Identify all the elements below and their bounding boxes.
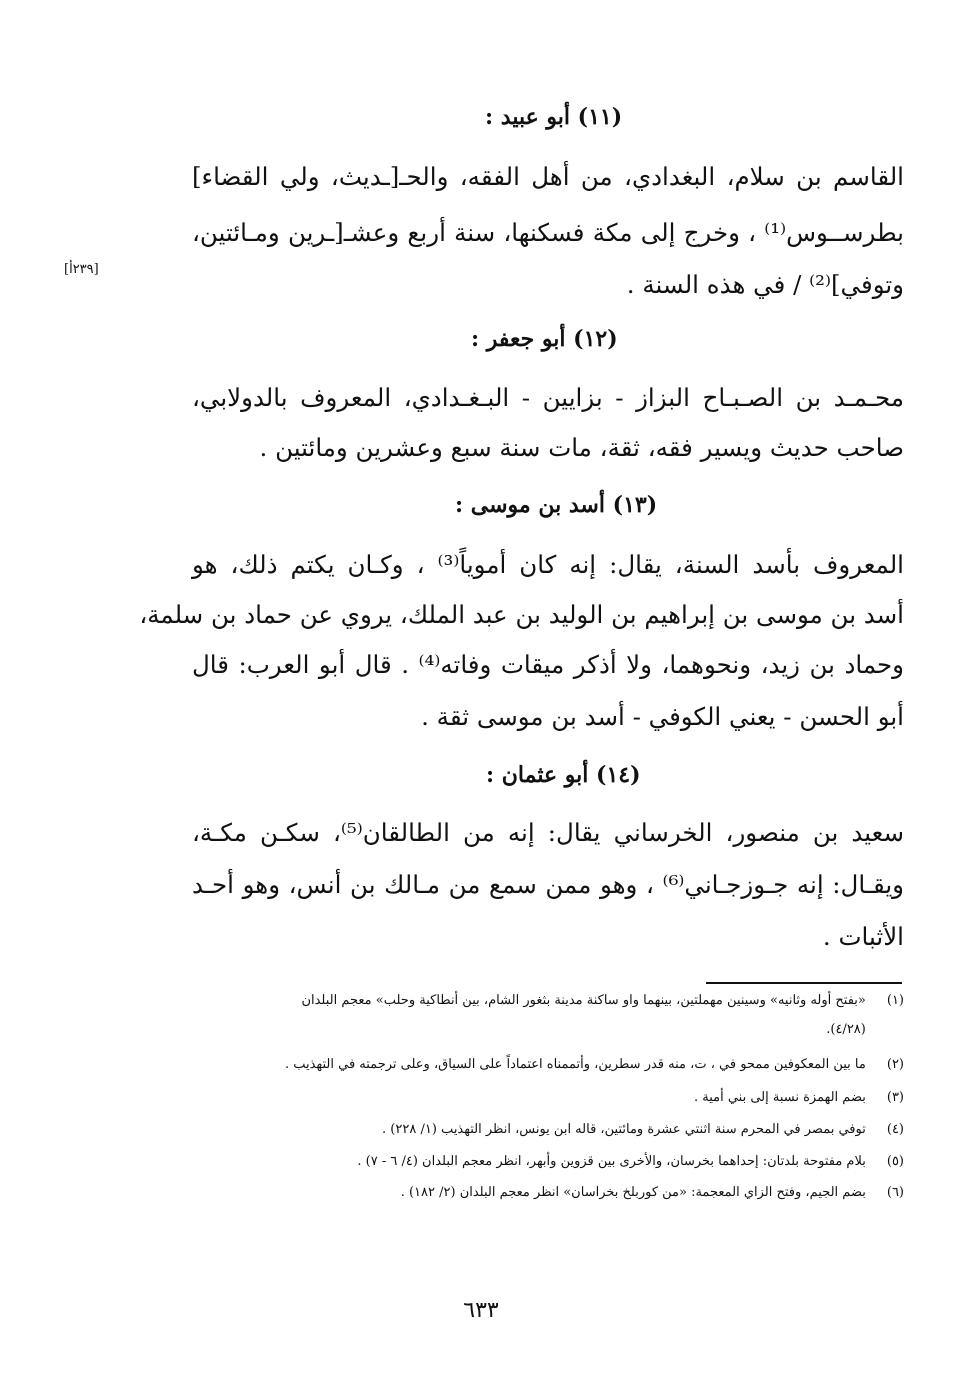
- footnote-divider: [706, 982, 902, 984]
- footnote-text: بلام مفتوحة بلدتان: إحداهما بخرسان، والأخرى بين قزوين وأبهر، انظر معجم البلدان (٤/ ٦ - ٧) .: [357, 1154, 866, 1169]
- footnote-number: (٣): [886, 1090, 904, 1105]
- text-line: صاحب حديث ويسير فقه، ثقة، مات سنة سبع وعشرين ومائتين .: [259, 433, 904, 462]
- footnote: [301, 993, 904, 1010]
- entry-heading-12: (١٢) أبو جعفر :: [471, 326, 618, 352]
- footnote: [285, 1057, 904, 1074]
- footnote-number: (١): [886, 993, 904, 1008]
- footnote-number: (٥): [886, 1154, 904, 1169]
- entry-heading-11: (١١) أبو عبيد :: [485, 104, 623, 130]
- margin-folio-ref: [٢٣٩أ]: [64, 262, 99, 277]
- footnote-text: توفي بمصر في المحرم سنة اثنتي عشرة ومائتين، قاله ابن يونس، انظر التهذيب (١/ ٢٢٨) .: [382, 1122, 866, 1137]
- entry-heading-13: (١٣) أسد بن موسى :: [455, 492, 658, 518]
- footnote: [401, 1185, 904, 1202]
- text-line: سعيد بن منصور، الخرساني يقال: إنه من الطالقان⁽⁵⁾، سكـن مكـة،: [192, 818, 904, 847]
- footnote-number: (٤): [886, 1122, 904, 1137]
- footnote-text: «بفتح أوله وثانيه» وسينين مهملتين، بينهما واو ساكنة مدينة بثغور الشام، بين أنطاكية وحلب» معجم البلدان: [301, 993, 866, 1008]
- page-number: ٦٣٣: [463, 1298, 499, 1323]
- footnote-text: ما بين المعكوفين ممحو في ، ت، منه قدر سطرين، وأتممناه اعتماداً على السياق، وعلى ترجمته في التهذيب .: [285, 1057, 866, 1072]
- footnote-number: (٦): [886, 1185, 904, 1200]
- entry-heading-14: (١٤) أبو عثمان :: [486, 762, 641, 788]
- footnote-text: بضم الجيم، وفتح الزاي المعجمة: «من كوربلخ بخراسان» انظر معجم البلدان (٢/ ١٨٢) .: [400, 1185, 866, 1200]
- text-line: أسد بن موسى بن إبراهيم بن الوليد بن عبد الملك، يروي عن حماد بن سلمة،: [139, 600, 904, 629]
- text-line: محـمـد بن الصـبـاح البزاز - بزايين - البـغـدادي، المعروف بالدولابي،: [192, 383, 904, 412]
- footnote-text: (٤/٢٨).: [826, 1022, 866, 1037]
- text-line: ويقـال: إنه جـوزجـاني⁽⁶⁾ ، وهو ممن سمع من مـالك بن أنس، وهو أحـد: [192, 870, 905, 899]
- text-line: وحماد بن زيد، ونحوهما، ولا أذكر ميقات وفاته⁽⁴⁾ . قال أبو العرب: قال: [192, 650, 904, 679]
- footnote-number: (٢): [886, 1057, 904, 1072]
- footnote: [694, 1090, 904, 1107]
- footnote: [382, 1122, 904, 1139]
- text-line: القاسم بن سلام، البغدادي، من أهل الفقه، والحـ[ـديث، ولي القضاء]: [192, 162, 904, 191]
- footnote-text: بضم الهمزة نسبة إلى بني أمية .: [693, 1090, 866, 1105]
- footnote: [357, 1154, 904, 1171]
- text-line: المعروف بأسد السنة، يقال: إنه كان أموياً⁽³⁾ ، وكـان يكتم ذلك، هو: [192, 550, 904, 579]
- text-line: بطرســوس⁽¹⁾ ، وخرج إلى مكة فسكنها، سنة أربع وعشـ[ـرين ومـائتين،: [192, 218, 904, 247]
- text-line: وتوفي]⁽²⁾ / في هذه السنة .: [626, 270, 904, 299]
- text-line: الأثبات .: [822, 922, 904, 951]
- text-line: أبو الحسن - يعني الكوفي - أسد بن موسى ثقة .: [421, 702, 904, 731]
- footnote-continuation: [826, 1022, 904, 1039]
